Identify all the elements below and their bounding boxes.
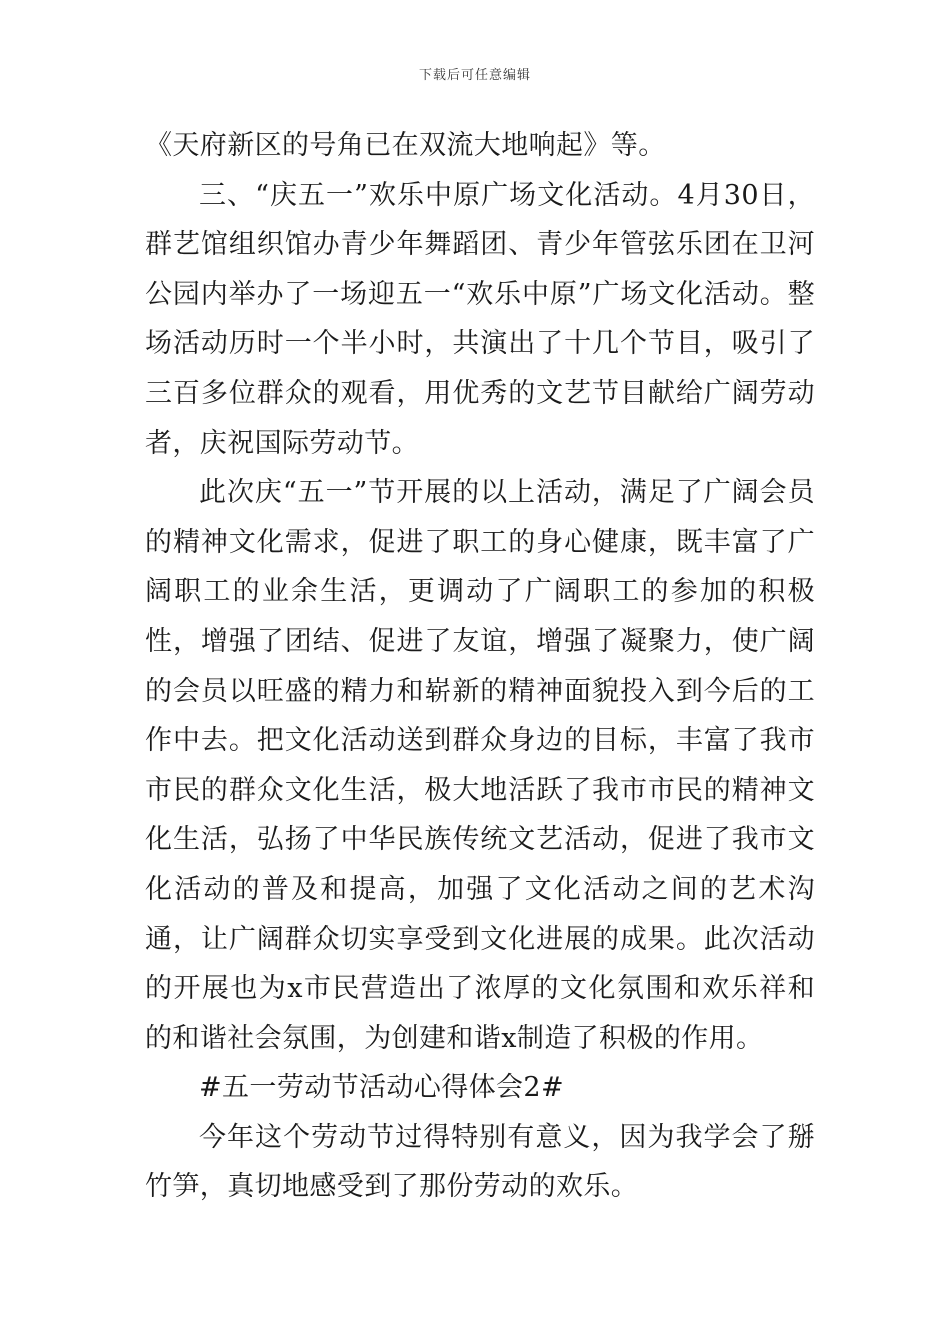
paragraph-intro: 今年这个劳动节过得特别有意义，因为我学会了掰竹笋，真切地感受到了那份劳动的欢乐。 (145, 1121, 815, 1203)
paragraph-summary: 此次庆“五一”节开展的以上活动，满足了广阔会员的精神文化需求，促进了职工的身心健康，既丰富了广阔职工的业余生活，更调动了广阔职工的参加的积极性，增强了团结、促进了友谊，增强了凝聚力，使广阔的会员以旺盛的精力和崭新的精神面貌投入到今后的工作中去。把文化活动送到群众身边的目标，丰富了我市市民的群众文化生活，极大地活跃了我市市民的精神文化生活，弘扬了中华民族传统文艺活动，促进了我市文化活动的普及和提高，加强了文化活动之间的艺术沟通，让广阔群众切实享受到文化进展的成果。此次活动的开展也为x市民营造出了浓厚的文化氛围和欢乐祥和的和谐社会氛围，为创建和谐x制造了积极的作用。 (145, 477, 815, 1054)
paragraph-continuation: 《天府新区的号角已在双流大地响起》等。 (145, 130, 666, 161)
document-body (145, 121, 815, 1212)
section-heading: #五一劳动节活动心得体会2# (199, 1072, 565, 1104)
page-header-note: 下载后可任意编辑 (418, 68, 531, 83)
paragraph-section-three: 三、“庆五一”欢乐中原广场文化活动。4月30日，群艺馆组织馆办青少年舞蹈团、青少年管弦乐团在卫河公园内举办了一场迎五一“欢乐中原”广场文化活动。整场活动历时一个半小时，共演出了十几个节目，吸引了三百多位群众的观看，用优秀的文艺节目献给广阔劳动者，庆祝国际劳动节。 (145, 179, 815, 459)
